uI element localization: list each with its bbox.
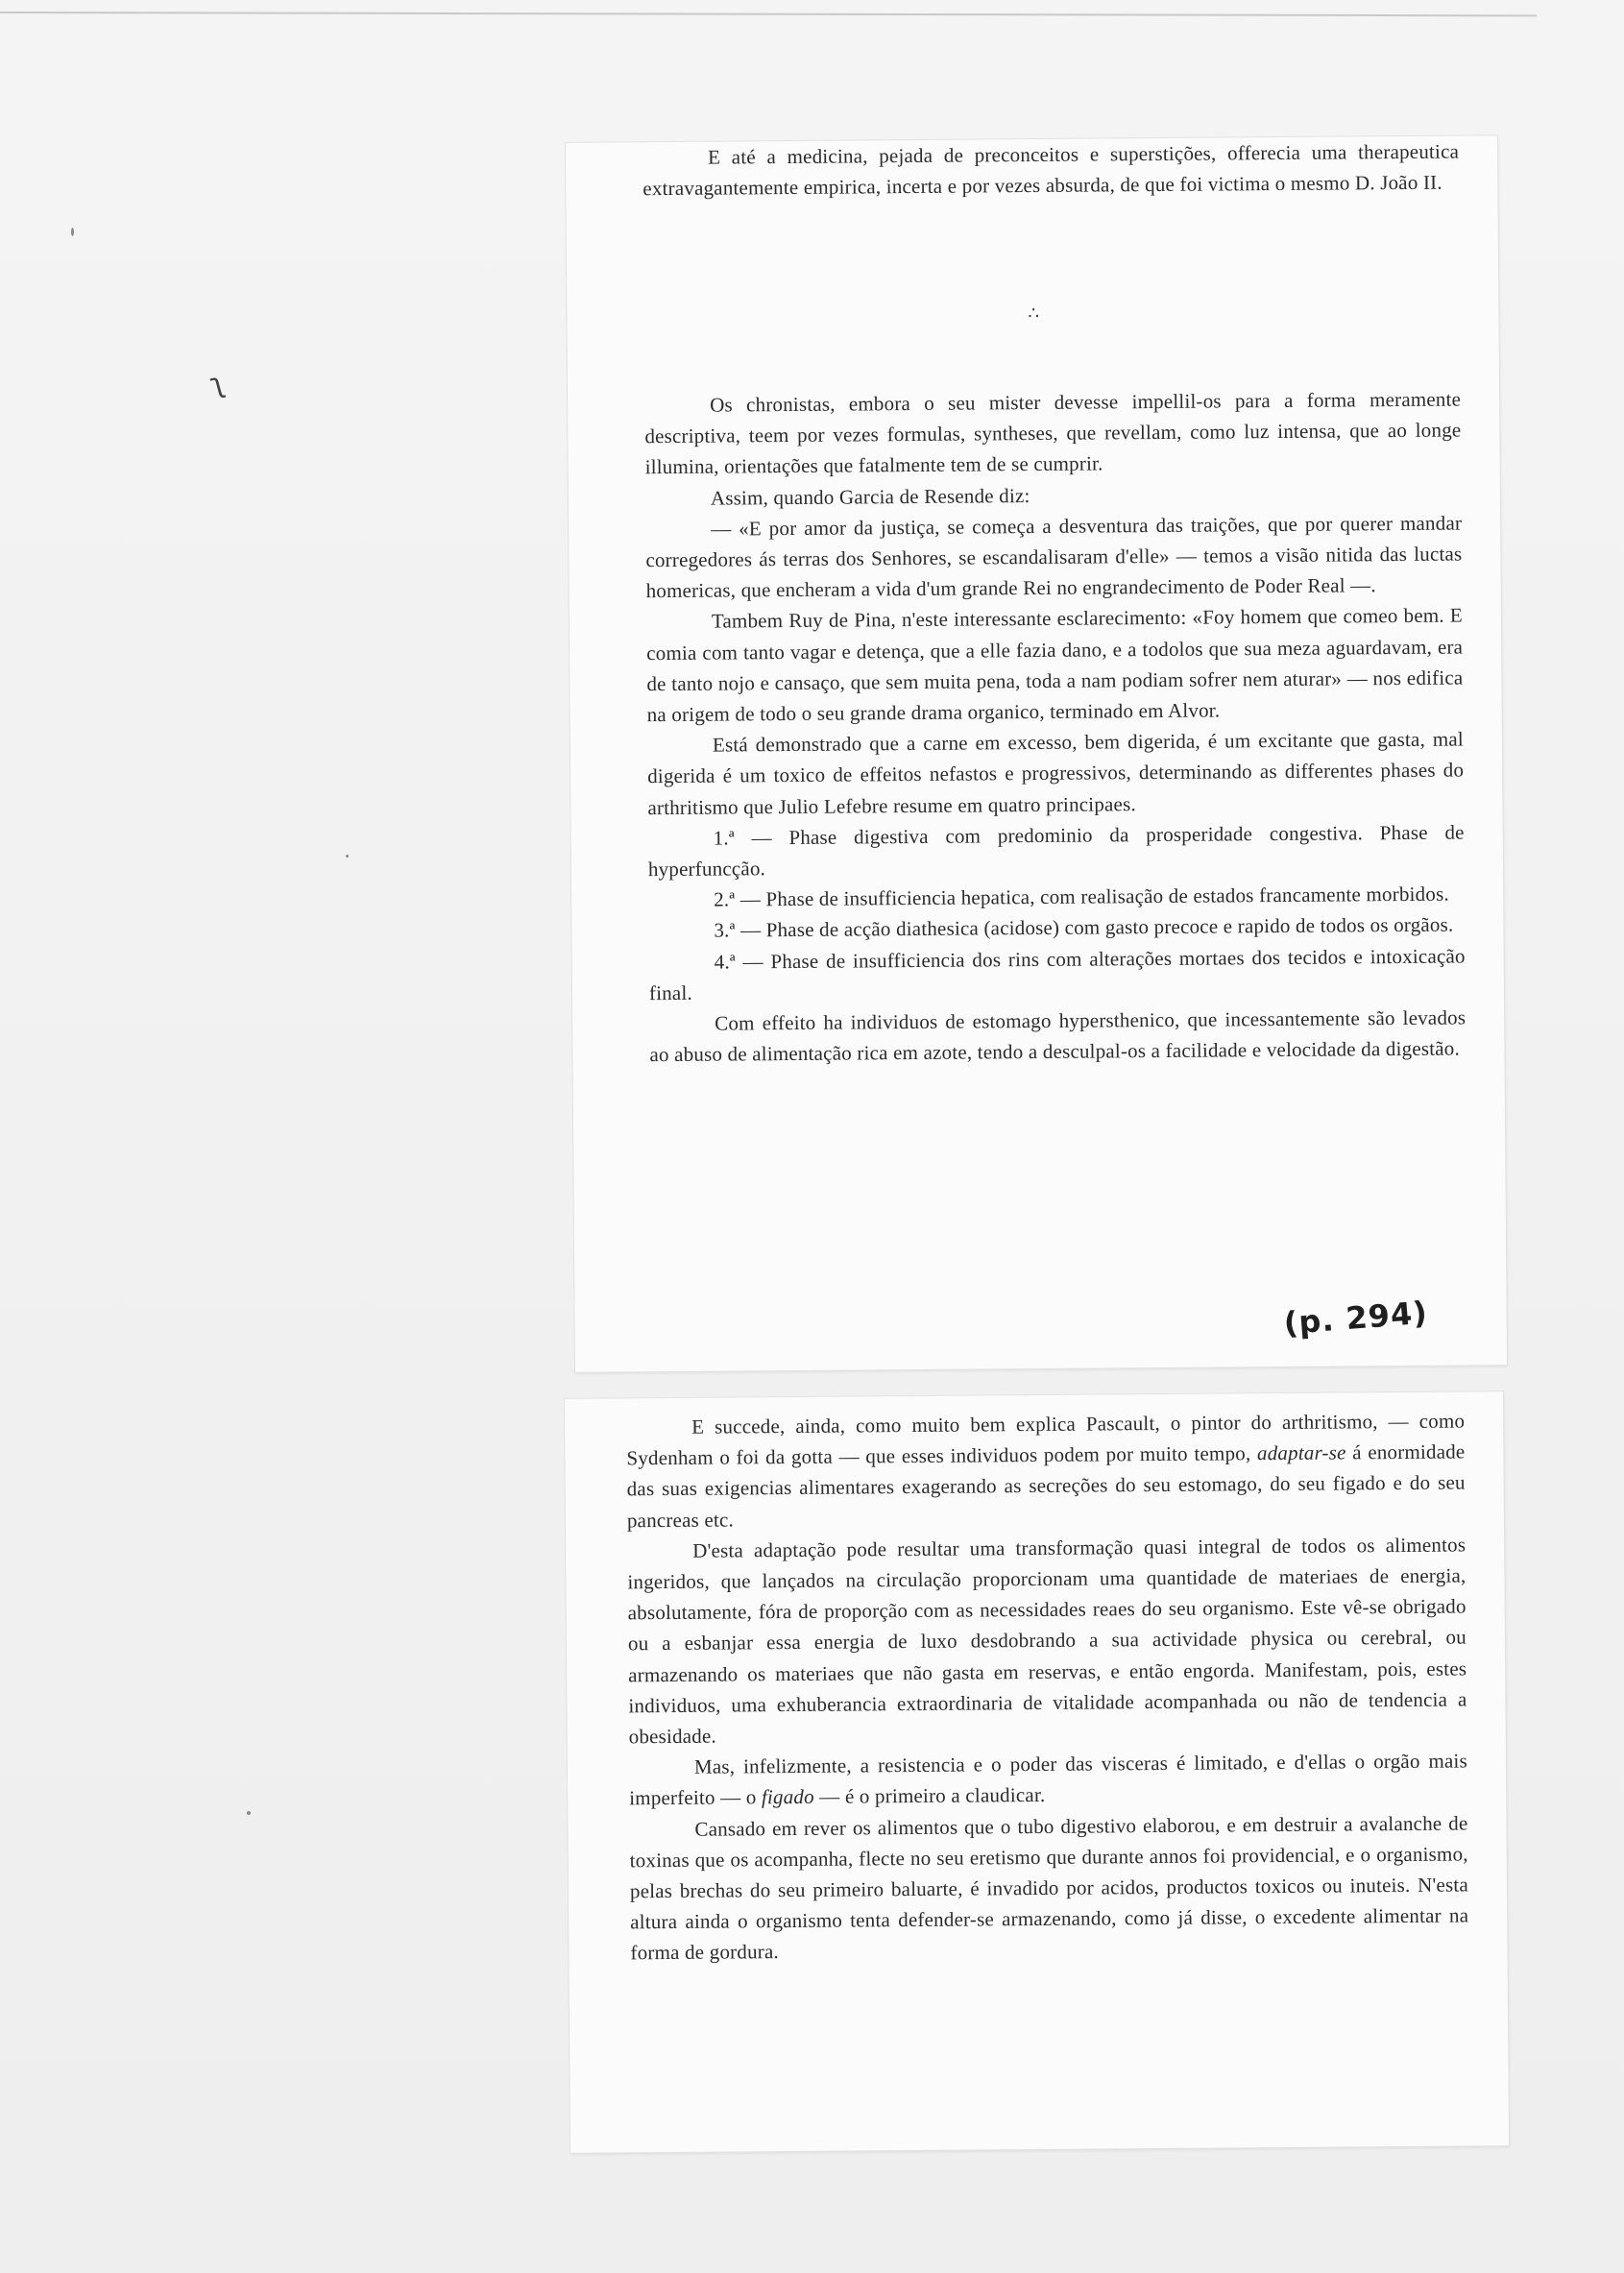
text-span: á enormidade das suas exigencias alimentares exagerando as secreções do seu estomago, do seu figado e do seu pancreas etc. [626,1439,1466,1532]
phase-item: 1.ª — Phase digestiva com predominio da prosperidade congestiva. Phase de hyperfuncção. [647,820,1465,882]
text-span: — é o primeiro a claudicar. [813,1783,1046,1809]
emphasis-text: figado [761,1785,814,1809]
phase-item: 4.ª — Phase de insufficiencia dos rins com alterações mortaes dos tecidos e intoxicação final. [648,944,1466,1005]
paragraph: Está demonstrado que a carne em excesso, bem digerida, é um excitante que gasta, mal digerida é um toxico de effeitos nefastos e progressivos, determinando as differentes phases do arthritismo que Julio Lefebre resume em quatro principaes. [647,727,1465,819]
newspaper-clipping-2 [565,1391,1509,2153]
paragraph: Os chronistas, embora o seu mister devesse impellil-os para a forma meramente descriptiva, teem por vezes formulas, syntheses, que revellam, como luz intensa, que ao longe illumina, orientações que fatalmente tem de se cumprir. [644,387,1462,479]
dust-speck [247,1811,251,1815]
text-span: Mas, infelizmente, a resistencia e o poder das visceras é limitado, e d'ellas o orgão mais imperfeito — o [629,1749,1468,1810]
article-body-1 [644,384,1466,1071]
dust-speck [346,855,349,858]
handwritten-page-note: (p. 294) [1282,1294,1430,1342]
ink-mark: ʅ [206,365,229,402]
article-body-2 [626,1405,1469,1968]
intro-text [642,136,1459,205]
paragraph [629,1746,1467,1814]
paragraph-quote: — «E por amor da justiça, se começa a desventura das traições, que por querer mandar corregedores ás terras dos Senhores, se escandalisaram d'elle» — temos a visão nitida das luctas homericas, que encheram a vida d'um grande Rei no engrandecimento de Poder Real —. [645,511,1463,603]
newspaper-clipping-1 [566,135,1507,1372]
paper-edge [0,12,1537,16]
phase-item: 3.ª — Phase de acção diathesica (acidose) com gasto precoce e rapido de todos os orgãos. [714,913,1454,943]
section-separator: ∴ [1028,302,1039,324]
paragraph: Assim, quando Garcia de Resende diz: [710,483,1030,510]
intro-paragraph: E até a medicina, pejada de preconceitos e superstições, offerecia uma therapeutica extravagantemente empirica, incerta e por vezes absurda, de que foi victima o mesmo D. João II. [642,139,1460,201]
dust-speck [71,228,74,236]
paragraph [626,1405,1466,1535]
phase-item: 2.ª — Phase de insufficiencia hepatica, com realisação de estados francamente morbidos. [714,882,1449,911]
paragraph: Cansado em rever os alimentos que o tubo digestivo elaborou, e em destruir a avalanche de toxinas que os acompanha, flecte no seu eretismo que durante annos foi providencial, e o organismo, pelas brechas do seu primeiro baluarte, é invadido por acidos, productos toxicos ou inuteis. N'esta altura ainda o organismo tenta defender-se armazenando, como já disse, o excedente alimentar na forma de gordura. [629,1811,1469,1965]
paragraph: Tambem Ruy de Pina, n'este interessante esclarecimento: «Foy homem que comeo bem. E comia com tanto vagar e detença, que a elle fazia dano, e a todolos que sua meza aguardavam, era de tanto nojo e cansaço, que sem muita pena, toda a nam podiam sofrer nem aturar» — nos edifica na origem de todo o seu grande drama organico, terminado em Alvor. [646,603,1464,727]
paragraph: Com effeito ha individuos de estomago hypersthenico, que incessantemente são levados ao abuso de alimentação rica em azote, tendo a desculpal-os a facilidade e velocidade da digestão. [649,1005,1466,1067]
paragraph: D'esta adaptação pode resultar uma transformação quasi integral de todos os alimentos ingeridos, que lançados na circulação proporcionam uma quantidade de materiaes de energia, absolutamente, fóra de proporção com as necessidades reaes do seu organismo. Este vê-se obrigado ou a esbanjar essa energia de luxo desdobrando a sua actividade physica ou cerebral, ou armazenando os materiaes que não gasta em reservas, e então engorda. Manifestam, pois, estes individuos, uma exhuberancia extraordinaria de vitalidade acompanhada ou não de tendencia a obesidade. [627,1533,1467,1749]
emphasis-text: adaptar-se [1256,1440,1346,1465]
text-span: E succede, ainda, como muito bem explica Pascault, o pintor do arthritismo, — como Sydenham o foi da gotta — que esses individuos podem por muito tempo, [626,1409,1466,1470]
